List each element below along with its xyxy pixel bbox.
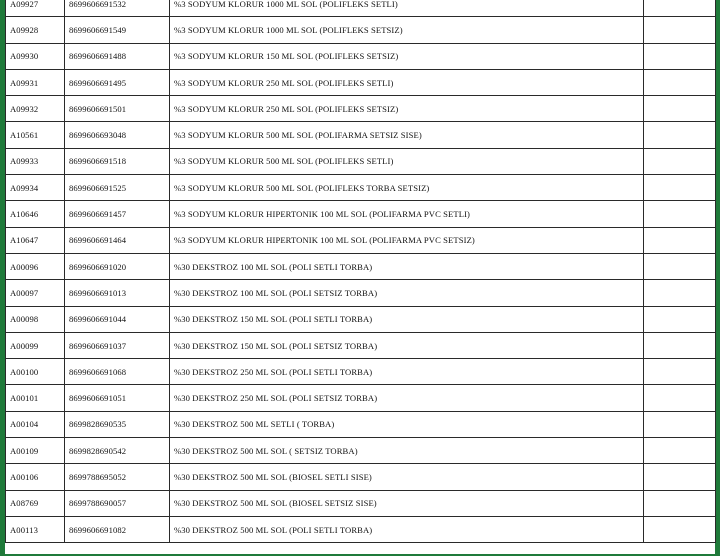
cell-barcode: 8699606691549 <box>65 17 170 43</box>
cell-product-code: A09930 <box>6 43 65 69</box>
cell-product-name: %30 DEKSTROZ 500 ML SOL (POLI SETLI TORBA) <box>170 516 644 542</box>
cell-product-name: %30 DEKSTROZ 150 ML SOL (POLI SETSIZ TORBA) <box>170 332 644 358</box>
cell-barcode: 8699606691051 <box>65 385 170 411</box>
table-row <box>6 359 716 385</box>
cell-product-code: A10561 <box>6 122 65 148</box>
cell-product-code: A10646 <box>6 201 65 227</box>
table-body <box>6 0 716 543</box>
cell-barcode: 8699606693048 <box>65 122 170 148</box>
cell-empty <box>644 516 716 542</box>
cell-product-code: A09928 <box>6 17 65 43</box>
cell-empty <box>644 438 716 464</box>
table-row <box>6 411 716 437</box>
cell-product-name: %30 DEKSTROZ 100 ML SOL (POLI SETLI TORBA) <box>170 253 644 279</box>
cell-product-name: %30 DEKSTROZ 500 ML SOL (BIOSEL SETLI SISE) <box>170 464 644 490</box>
cell-empty <box>644 122 716 148</box>
cell-product-code: A10647 <box>6 227 65 253</box>
cell-barcode: 8699788690057 <box>65 490 170 516</box>
table-row <box>6 490 716 516</box>
table-row <box>6 464 716 490</box>
table-row <box>6 69 716 95</box>
cell-empty <box>644 0 716 17</box>
cell-product-name: %3 SODYUM KLORUR 500 ML SOL (POLIFARMA SETSIZ SISE) <box>170 122 644 148</box>
cell-barcode: 8699606691464 <box>65 227 170 253</box>
cell-product-code: A00106 <box>6 464 65 490</box>
cell-product-code: A00100 <box>6 359 65 385</box>
cell-barcode: 8699828690535 <box>65 411 170 437</box>
cell-barcode: 8699606691068 <box>65 359 170 385</box>
cell-empty <box>644 227 716 253</box>
table-row <box>6 17 716 43</box>
cell-empty <box>644 96 716 122</box>
cell-product-name: %3 SODYUM KLORUR 500 ML SOL (POLIFLEKS SETLI) <box>170 148 644 174</box>
cell-empty <box>644 464 716 490</box>
table-row <box>6 201 716 227</box>
cell-product-code: A09932 <box>6 96 65 122</box>
cell-product-name: %3 SODYUM KLORUR 1000 ML SOL (POLIFLEKS SETSIZ) <box>170 17 644 43</box>
cell-empty <box>644 385 716 411</box>
cell-product-code: A00113 <box>6 516 65 542</box>
cell-barcode: 8699606691525 <box>65 175 170 201</box>
cell-empty <box>644 411 716 437</box>
table-row <box>6 306 716 332</box>
table-row <box>6 43 716 69</box>
cell-barcode: 8699606691044 <box>65 306 170 332</box>
cell-empty <box>644 490 716 516</box>
cell-barcode: 8699828690542 <box>65 438 170 464</box>
cell-product-name: %3 SODYUM KLORUR 500 ML SOL (POLIFLEKS TORBA SETSIZ) <box>170 175 644 201</box>
cell-barcode: 8699606691488 <box>65 43 170 69</box>
table-row <box>6 96 716 122</box>
table-row <box>6 148 716 174</box>
table-row <box>6 280 716 306</box>
cell-product-name: %30 DEKSTROZ 250 ML SOL (POLI SETLI TORBA) <box>170 359 644 385</box>
cell-barcode: 8699606691082 <box>65 516 170 542</box>
cell-product-code: A09933 <box>6 148 65 174</box>
cell-empty <box>644 175 716 201</box>
cell-product-code: A00097 <box>6 280 65 306</box>
cell-barcode: 8699606691020 <box>65 253 170 279</box>
cell-product-name: %30 DEKSTROZ 500 ML SOL (BIOSEL SETSIZ SISE) <box>170 490 644 516</box>
cell-empty <box>644 359 716 385</box>
cell-product-name: %3 SODYUM KLORUR 250 ML SOL (POLIFLEKS SETSIZ) <box>170 96 644 122</box>
drug-list-table <box>5 0 716 543</box>
cell-empty <box>644 253 716 279</box>
cell-empty <box>644 43 716 69</box>
cell-product-code: A09931 <box>6 69 65 95</box>
cell-product-name: %30 DEKSTROZ 150 ML SOL (POLI SETLI TORBA) <box>170 306 644 332</box>
cell-product-code: A00096 <box>6 253 65 279</box>
cell-barcode: 8699606691037 <box>65 332 170 358</box>
cell-product-code: A00104 <box>6 411 65 437</box>
cell-product-name: %3 SODYUM KLORUR 250 ML SOL (POLIFLEKS SETLI) <box>170 69 644 95</box>
cell-product-code: A00099 <box>6 332 65 358</box>
table-row <box>6 332 716 358</box>
cell-empty <box>644 148 716 174</box>
cell-product-code: A00098 <box>6 306 65 332</box>
cell-barcode: 8699606691495 <box>65 69 170 95</box>
cell-empty <box>644 69 716 95</box>
cell-product-name: %3 SODYUM KLORUR 150 ML SOL (POLIFLEKS SETSIZ) <box>170 43 644 69</box>
cell-empty <box>644 201 716 227</box>
cell-product-name: %3 SODYUM KLORUR HIPERTONIK 100 ML SOL (POLIFARMA PVC SETSIZ) <box>170 227 644 253</box>
cell-barcode: 8699606691457 <box>65 201 170 227</box>
table-row <box>6 175 716 201</box>
cell-product-code: A00101 <box>6 385 65 411</box>
cell-empty <box>644 280 716 306</box>
cell-product-name: %3 SODYUM KLORUR HIPERTONIK 100 ML SOL (POLIFARMA PVC SETLI) <box>170 201 644 227</box>
cell-product-name: %30 DEKSTROZ 250 ML SOL (POLI SETSIZ TORBA) <box>170 385 644 411</box>
cell-barcode: 8699606691518 <box>65 148 170 174</box>
cell-empty <box>644 332 716 358</box>
cell-barcode: 8699606691532 <box>65 0 170 17</box>
table-row <box>6 385 716 411</box>
cell-product-name: %30 DEKSTROZ 500 ML SETLI ( TORBA) <box>170 411 644 437</box>
cell-barcode: 8699788695052 <box>65 464 170 490</box>
table-row <box>6 253 716 279</box>
cell-product-code: A09927 <box>6 0 65 17</box>
cell-barcode: 8699606691013 <box>65 280 170 306</box>
table-row <box>6 122 716 148</box>
cell-product-code: A09934 <box>6 175 65 201</box>
table-row <box>6 438 716 464</box>
table-row <box>6 0 716 17</box>
table-row <box>6 227 716 253</box>
cell-empty <box>644 17 716 43</box>
cell-empty <box>644 306 716 332</box>
cell-barcode: 8699606691501 <box>65 96 170 122</box>
cell-product-name: %30 DEKSTROZ 500 ML SOL ( SETSIZ TORBA) <box>170 438 644 464</box>
cell-product-name: %30 DEKSTROZ 100 ML SOL (POLI SETSIZ TORBA) <box>170 280 644 306</box>
cell-product-code: A00109 <box>6 438 65 464</box>
cell-product-name: %3 SODYUM KLORUR 1000 ML SOL (POLIFLEKS SETLI) <box>170 0 644 17</box>
cell-product-code: A08769 <box>6 490 65 516</box>
table-row <box>6 516 716 542</box>
